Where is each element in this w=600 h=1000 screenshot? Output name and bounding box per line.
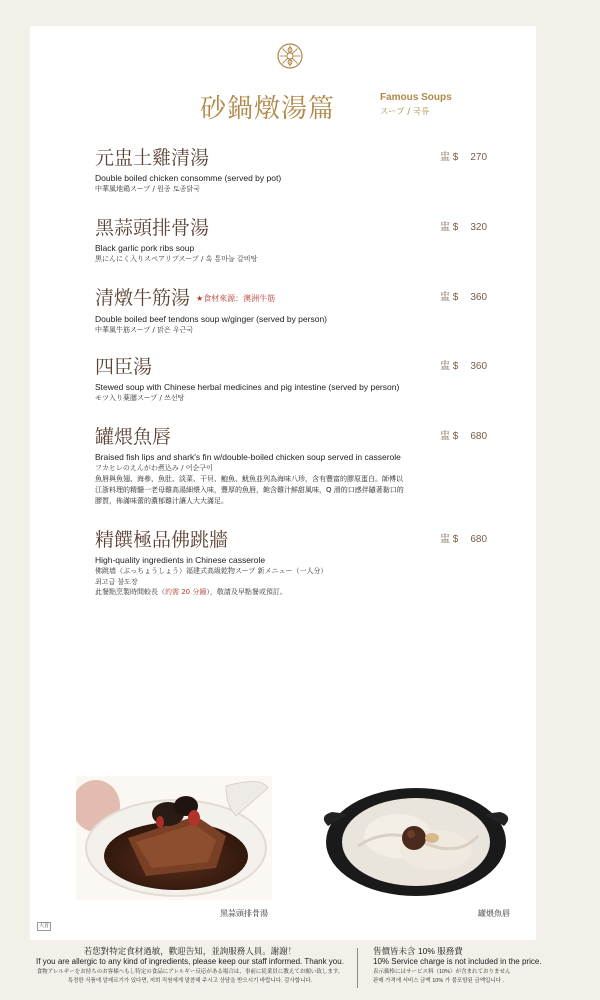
service-charge-korean: 판매 가격에 서비스 금액 10% 가 불포함된 금액입니다 . [373,977,505,984]
item-description: 魚唇與魚翅、海參、魚肚、淡菜、干貝、鮑魚、魷魚並列為海味八珍，含有豐富的膠原蛋白。師傅以江浙料理的精髓一老母雞高湯細煨入味，豐厚的魚唇，飽含雞汁鮮甜風味，Q 滑的口感伴隨著黏口的膠質，佈滿味蕾的濃郁雞汁讓人大大滿足。 [95,474,404,505]
allergy-notice-english: If you are allergic to any kind of ingredients, please keep our staff informed. Thank you. [36,957,344,966]
photo-caption-right: 罐煨魚唇 [478,909,510,918]
allergy-notice-korean: 특정한 식품에 알레르기가 있다면, 저희 직원에게 말씀해 주시고 상담을 받으시기 바랍니다. 감사합니다. [67,977,313,984]
item-japanese-korean-name: 中華風地鶏スープ / 원종 토종닭국 [95,185,200,193]
menu-item [95,425,495,507]
menu-item [95,216,495,265]
page-subtitle: スープ / 국류 [380,107,430,117]
item-english-name: Black garlic pork ribs soup [95,243,195,253]
footer-divider [357,948,358,988]
ingredient-source-note: ★食材來源：澳洲牛筋 [196,294,276,303]
service-charge-chinese: 售價皆未含 10% 服務費 [373,946,463,956]
lotus-logo-icon [277,43,303,69]
item-english-name: High-quality ingredients in Chinese casserole [95,555,266,565]
service-charge-notice [373,946,593,986]
page-title: 砂鍋燉湯篇 [200,94,336,124]
item-english-name: Braised fish lips and shark's fin w/double-boiled chicken soup served in casserole [95,452,401,462]
item-japanese-name: 佛跳墙（ぶっちょうしょう）福建式高級乾物スープ 新メニュー（一人分） [95,567,328,575]
item-price [440,530,487,545]
item-english-name: Stewed soup with Chinese herbal medicines and pig intestine (served by person) [95,382,400,392]
allergy-notice-japanese: 食物アレルギーをお持ちのお客様へもし特定の食品にアレルギー反応がある場合は、事前に従業員に教えてお願い致します。 [36,968,344,975]
price-value: 680 [470,534,488,545]
item-name: 四臣湯 [95,356,153,378]
price-value: 680 [470,431,488,442]
item-japanese-korean-name: フカヒレのえんがわ煮込み / 어순구이 [95,464,213,472]
item-price [440,427,487,442]
notice-prefix: 此餐點烹製時間較長（ [95,588,165,596]
size-mark: 大首 [39,923,50,929]
item-price [440,288,487,303]
item-japanese-korean-name: 黒にんにく入りスペアリブスープ / 흑 통마늘 갈비탕 [95,255,258,263]
photo-caption-left: 黑蒜頭排骨湯 [220,909,268,918]
price-value: 320 [470,222,488,233]
item-price [440,148,487,163]
price-unit: 盅 $ [440,534,459,545]
price-value: 360 [470,361,488,372]
item-name: 黑蒜頭排骨湯 [95,217,210,239]
price-unit: 盅 $ [440,222,459,233]
service-charge-japanese: 表示価格にはサービス料（10%）が含まれておりません [373,968,511,975]
item-name-text: 清燉牛筋湯 [95,287,191,309]
price-unit: 盅 $ [440,431,459,442]
item-notice [95,587,495,598]
notice-suffix: ），敬請及早點餐或預訂。 [206,588,287,596]
menu-item [95,528,495,598]
item-price [440,218,487,233]
page-title-english: Famous Soups [380,92,452,103]
item-japanese-korean-name: 中華風牛筋スープ / 맑은 우근국 [95,326,194,334]
item-price [440,357,487,372]
allergy-notice [30,946,350,986]
pork-rib-soup-photo [76,776,272,900]
wait-time: 約需 20 分鐘 [165,588,207,596]
menu-item [95,355,495,404]
price-unit: 盅 $ [440,152,459,163]
price-unit: 盅 $ [440,292,459,303]
allergy-notice-chinese: 若您對特定食材過敏，歡迎告知，並詢服務人員。謝謝！ [83,946,297,956]
item-korean-name: 최고급 불도장 [95,577,138,586]
fish-lips-casserole-photo [318,776,514,900]
price-value: 270 [470,152,488,163]
item-english-name: Double boiled chicken consomme (served by pot) [95,173,282,183]
item-name: 罐煨魚唇 [95,426,172,448]
item-name [95,286,495,311]
price-value: 360 [470,292,488,303]
item-english-name: Double boiled beef tendons soup w/ginger (served by person) [95,314,328,324]
menu-item [95,146,495,195]
service-charge-english: 10% Service charge is not included in the price. [373,957,542,966]
price-unit: 盅 $ [440,361,459,372]
item-japanese-korean-name: モツ入り薬膳スープ / 쓰선탕 [95,394,185,402]
item-name: 元盅土雞清湯 [95,147,210,169]
item-name: 精饌極品佛跳牆 [95,529,229,551]
menu-item [95,286,495,336]
